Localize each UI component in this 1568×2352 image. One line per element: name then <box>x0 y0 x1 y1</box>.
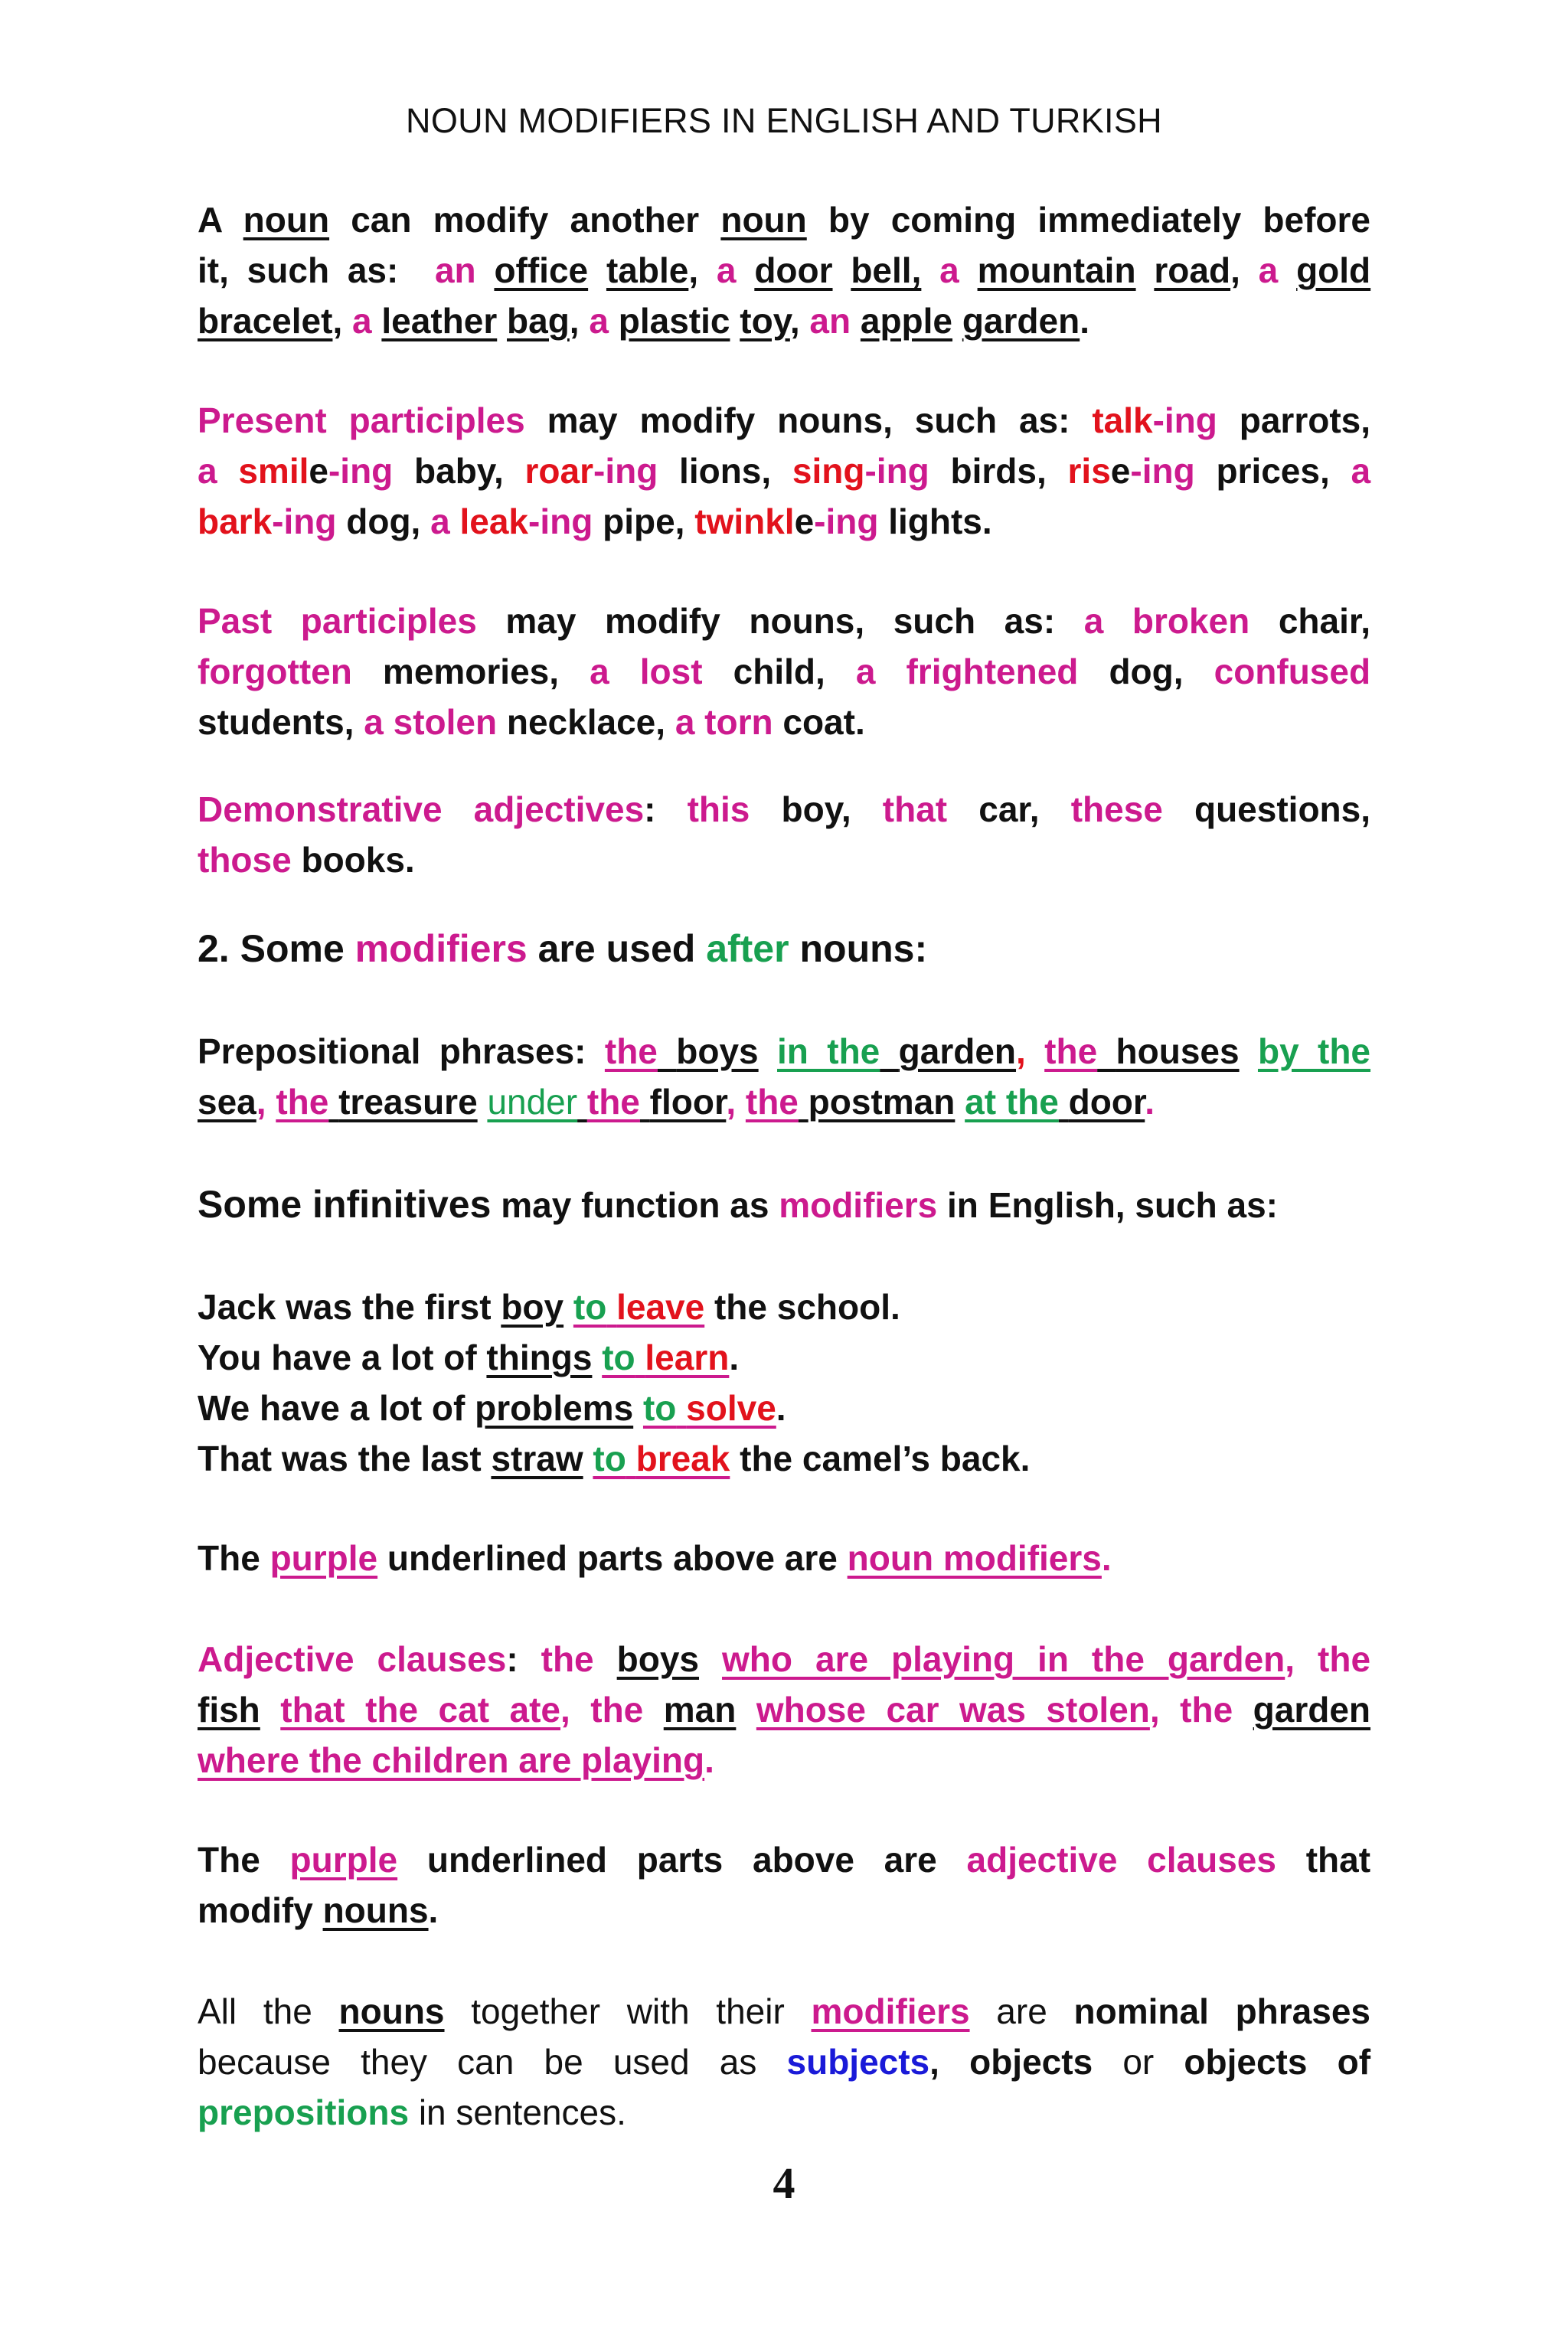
infinitive-examples <box>198 1282 1370 1484</box>
adjective-clauses-paragraph: Adjective clauses: the boys who are playing in the garden, the fish that the cat ate, the man whose car was stolen, the garden where the children are playing. <box>198 1639 1371 1780</box>
present-participles-paragraph: Present participles may modify nouns, such as: talk-ing parrots, a smile-ing baby, roar-ing lions, sing-ing birds, rise-ing prices, a bark-ing dog, a leak-ing pipe, twinkle-ing lights. <box>198 400 1371 541</box>
page-number: 4 <box>773 2158 795 2208</box>
prepositional-phrases-paragraph: Prepositional phrases: the boys in the garden, the houses by the sea, the treasure under the floor, the postman at the door. <box>198 1031 1371 1122</box>
past-participles-paragraph: Past participles may modify nouns, such as: a broken chair, forgotten memories, a lost child, a frightened dog, confused students, a stolen necklace, a torn coat. <box>198 601 1371 742</box>
noun-modifiers-note: The purple underlined parts above are noun modifiers. <box>198 1538 1112 1578</box>
section-heading-after-nouns: 2. Some modifiers are used after nouns: <box>198 927 928 970</box>
nominal-phrases-paragraph: All the nouns together with their modifiers are nominal phrases because they can be used as subjects, objects or objects of prepositions in sentences. <box>198 1991 1371 2132</box>
adjective-clauses-note: The purple underlined parts above are adjective clauses that modify nouns. <box>198 1840 1371 1930</box>
list-item: Jack was the first boy to leave the school. <box>198 1287 900 1327</box>
noun-modifier-paragraph: A noun can modify another noun by coming immediately before it, such as: an office table, a door bell, a mountain road, a gold bracelet, a leather bag, a plastic toy, an apple garden. <box>198 200 1371 341</box>
demonstrative-adjectives-paragraph: Demonstrative adjectives: this boy, that car, these questions, those books. <box>198 789 1371 880</box>
page-header: NOUN MODIFIERS IN ENGLISH AND TURKISH <box>406 101 1162 140</box>
list-item: We have a lot of problems to solve. <box>198 1388 786 1428</box>
list-item: You have a lot of things to learn. <box>198 1338 740 1377</box>
list-item: That was the last straw to break the camel’s back. <box>198 1439 1031 1478</box>
infinitives-intro: Some infinitives may function as modifiers in English, such as: <box>198 1183 1278 1226</box>
